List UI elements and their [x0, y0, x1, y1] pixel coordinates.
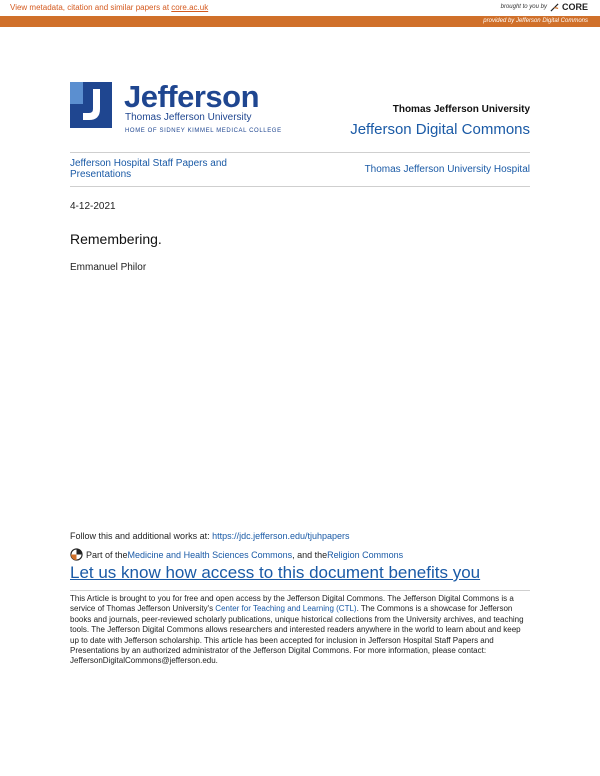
part-middle: , and the [292, 549, 328, 560]
divider-footer [70, 590, 530, 591]
divider-top [70, 152, 530, 153]
document-author: Emmanuel Philor [70, 262, 147, 273]
jefferson-shield-icon [70, 82, 112, 128]
publication-date: 4-12-2021 [70, 201, 116, 212]
religion-commons-link[interactable]: Religion Commons [327, 549, 404, 560]
divider-bottom [70, 186, 530, 187]
core-top-bar [0, 0, 600, 16]
provided-by-bar [0, 16, 600, 27]
view-metadata-text [10, 3, 208, 12]
ctl-link[interactable]: Center for Teaching and Learning (CTL) [215, 604, 357, 614]
benefits-feedback-link[interactable]: Let us know how access to this document benefits you [70, 563, 481, 582]
core-logo-icon [550, 3, 559, 12]
institution-link[interactable]: Thomas Jefferson University Hospital [364, 164, 530, 175]
logo-tagline: HOME OF SIDNEY KIMMEL MEDICAL COLLEGE [125, 128, 282, 134]
series-title-link[interactable]: Jefferson Hospital Staff Papers and Presentations [70, 158, 227, 180]
logo-subtitle: Thomas Jefferson University [125, 112, 252, 123]
provided-by-label: provided by Jefferson Digital Commons [483, 18, 588, 24]
notice-text-1: This Article is brought to you for free and open access by the Jefferson Digital Commons. The Jefferson Digital Commons is a service of Thomas Jefferson University's [70, 594, 514, 614]
follow-line [70, 531, 350, 541]
view-metadata-label: View metadata, citation and similar papers at [10, 3, 172, 12]
core-link[interactable]: core.ac.uk [171, 3, 209, 12]
collection-link[interactable]: https://jdc.jefferson.edu/tjuhpapers [212, 531, 350, 541]
notice-text-2: . The Commons is a showcase for Jefferson books and journals, peer-reviewed scholarly publications, unique historical collections from the University archives, and teaching tools. The Jefferson Digital Commons allows researchers and interested readers anywhere in the world to learn about and keep up to date with Jefferson scholarship. This article has been accepted for inclusion in Jefferson Hospital Staff Papers and Presentations by an authorized administrator of the Jefferson Digital Commons. For more information, please contact: JeffersonDigitalCommons@jefferson.edu. [70, 604, 524, 666]
part-of-line [70, 548, 403, 561]
document-title: Remembering. [70, 231, 162, 247]
medicine-commons-link[interactable]: Medicine and Health Sciences Commons [127, 549, 293, 560]
brought-by-core[interactable] [501, 2, 588, 12]
jefferson-logo [70, 79, 282, 134]
brought-by-label: brought to you by [500, 4, 547, 10]
repository-name[interactable]: Jefferson Digital Commons [350, 121, 530, 138]
network-icon [70, 548, 83, 561]
university-name: Thomas Jefferson University [392, 104, 530, 115]
part-prefix: Part of the [86, 549, 128, 560]
logo-wordmark: Jefferson [124, 79, 260, 114]
follow-label: Follow this and additional works at: [70, 531, 213, 541]
repository-notice [70, 594, 530, 667]
core-label: CORE [561, 2, 588, 12]
